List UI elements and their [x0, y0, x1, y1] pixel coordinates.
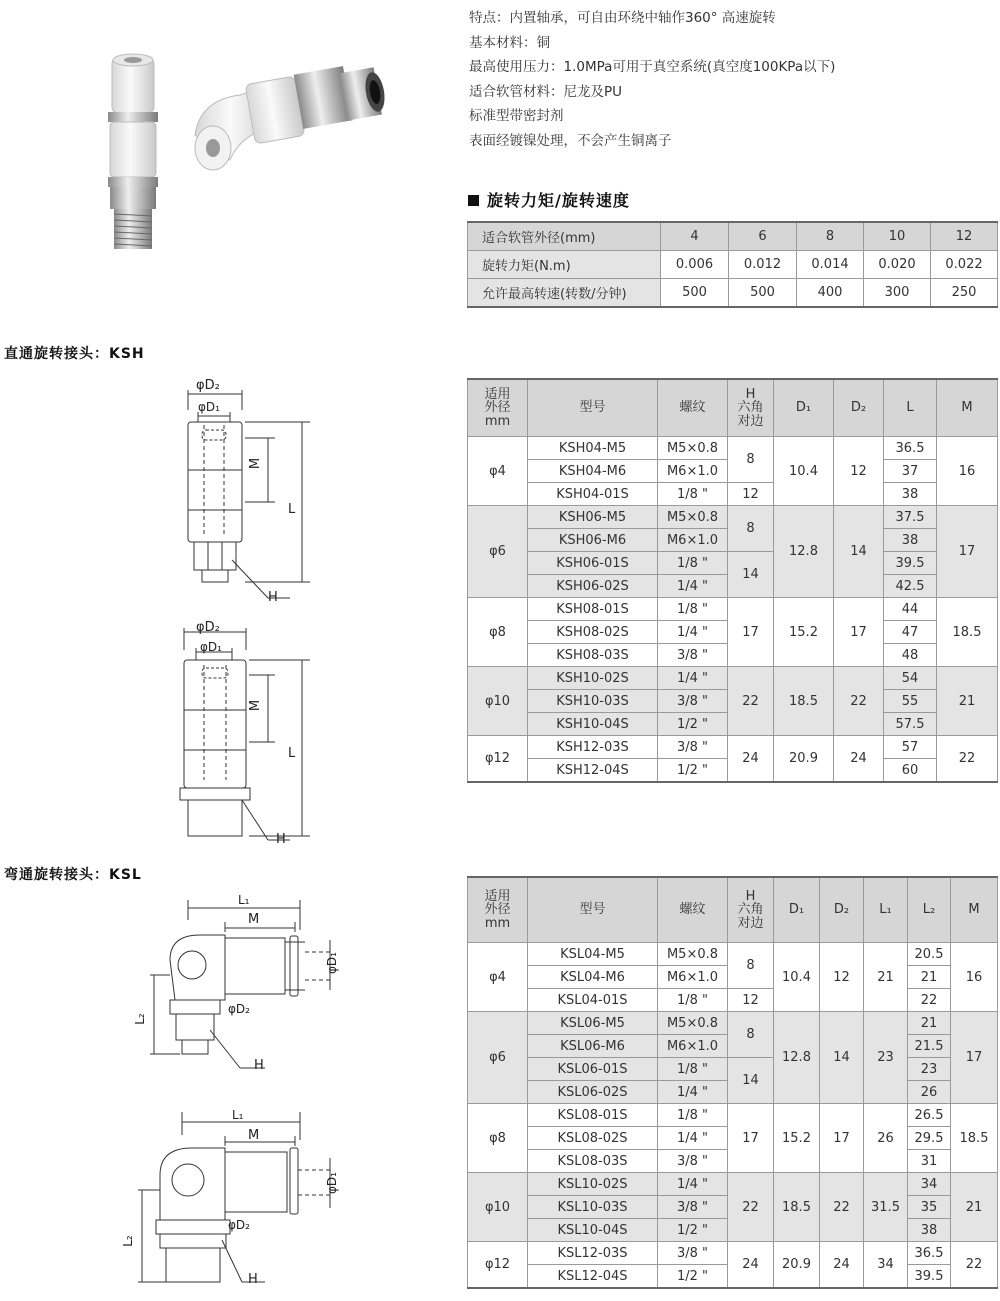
model-cell: KSH04-M6 — [528, 460, 658, 483]
size-cell: φ4 — [468, 943, 528, 1012]
square-bullet-icon — [468, 195, 479, 206]
d2-cell: 17 — [820, 1104, 864, 1173]
hex-cell: 14 — [728, 1058, 774, 1104]
header-hex: H 六角 对边 — [728, 379, 774, 437]
model-cell: KSH06-01S — [528, 552, 658, 575]
m-cell: 17 — [937, 506, 998, 598]
l1-cell: 31.5 — [864, 1173, 908, 1242]
l1-cell: 34 — [864, 1242, 908, 1289]
label-phi-d2: φD₂ — [196, 378, 220, 393]
table-row — [468, 1242, 998, 1265]
table-row — [468, 1104, 998, 1127]
l2-cell: 38 — [908, 1219, 951, 1242]
model-cell: KSH12-03S — [528, 736, 658, 759]
rotation-cell: 250 — [931, 279, 998, 308]
thread-cell: 3/8 " — [658, 1196, 728, 1219]
label-l: L — [288, 746, 296, 761]
hex-cell: 22 — [728, 1173, 774, 1242]
table-row — [468, 483, 998, 506]
rotation-cell: 300 — [864, 279, 931, 308]
thread-cell: 3/8 " — [658, 1150, 728, 1173]
label-l2: L₂ — [120, 1235, 135, 1247]
model-cell: KSL10-03S — [528, 1196, 658, 1219]
thread-cell: 1/4 " — [658, 621, 728, 644]
size-cell: φ8 — [468, 598, 528, 667]
label-m: M — [248, 457, 264, 470]
m-cell: 16 — [937, 437, 998, 506]
table-row — [468, 1058, 998, 1081]
l2-cell: 29.5 — [908, 1127, 951, 1150]
l2-cell: 26.5 — [908, 1104, 951, 1127]
thread-cell: 3/8 " — [658, 644, 728, 667]
rotation-row-label: 旋转力矩(N.m) — [468, 251, 661, 279]
feature-line: 基本材料：铜 — [469, 34, 550, 51]
model-cell: KSL06-01S — [528, 1058, 658, 1081]
feature-list — [469, 6, 835, 153]
hex-cell: 12 — [728, 989, 774, 1012]
thread-cell: 1/4 " — [658, 1173, 728, 1196]
rotation-row — [468, 279, 998, 308]
model-cell: KSL12-03S — [528, 1242, 658, 1265]
hex-cell: 24 — [728, 736, 774, 783]
label-phi-d2: φD₂ — [196, 620, 220, 635]
thread-cell: 3/8 " — [658, 1242, 728, 1265]
model-cell: KSH06-02S — [528, 575, 658, 598]
label-phi-d1: φD₁ — [198, 400, 220, 414]
thread-cell: 1/4 " — [658, 667, 728, 690]
model-cell: KSL06-M5 — [528, 1012, 658, 1035]
label-m: M — [248, 912, 260, 927]
feature-line: 表面经镀镍处理，不会产生铜离子 — [469, 132, 672, 149]
l-cell: 42.5 — [884, 575, 937, 598]
label-h: H — [268, 590, 278, 605]
label-d1: φD₁ — [324, 952, 339, 974]
thread-cell: M5×0.8 — [658, 943, 728, 966]
table-row — [468, 506, 998, 529]
d1-cell: 10.4 — [774, 437, 834, 506]
thread-cell: 1/8 " — [658, 989, 728, 1012]
header-hex: H 六角 对边 — [728, 877, 774, 943]
hex-cell: 24 — [728, 1242, 774, 1289]
header-model: 型号 — [528, 379, 658, 437]
label-d1: φD₁ — [324, 1172, 339, 1194]
d2-cell: 22 — [820, 1173, 864, 1242]
rotation-row — [468, 222, 998, 251]
table-row — [468, 667, 998, 690]
rotation-row — [468, 251, 998, 279]
rotation-cell: 0.006 — [661, 251, 729, 279]
header-size: 适用 外径 mm — [468, 379, 528, 437]
model-cell: KSL04-M6 — [528, 966, 658, 989]
model-cell: KSH12-04S — [528, 759, 658, 783]
thread-cell: 1/4 " — [658, 1127, 728, 1150]
hex-cell: 8 — [728, 506, 774, 552]
label-h: H — [276, 832, 286, 847]
header-thread: 螺纹 — [658, 379, 728, 437]
thread-cell: 1/2 " — [658, 1265, 728, 1289]
label-phi-d2: φD₂ — [228, 1002, 250, 1016]
header-m: M — [951, 877, 998, 943]
d2-cell: 14 — [834, 506, 884, 598]
thread-cell: M5×0.8 — [658, 437, 728, 460]
size-cell: φ6 — [468, 1012, 528, 1104]
model-cell: KSH08-02S — [528, 621, 658, 644]
thread-cell: 1/2 " — [658, 713, 728, 736]
m-cell: 16 — [951, 943, 998, 1012]
label-h: H — [248, 1272, 258, 1287]
m-cell: 18.5 — [937, 598, 998, 667]
l-cell: 38 — [884, 483, 937, 506]
hex-cell: 14 — [728, 552, 774, 598]
rotation-cell: 0.022 — [931, 251, 998, 279]
header-model: 型号 — [528, 877, 658, 943]
hex-cell: 17 — [728, 1104, 774, 1173]
size-cell: φ4 — [468, 437, 528, 506]
d2-cell: 24 — [834, 736, 884, 783]
rotation-cell: 10 — [864, 222, 931, 251]
header-d2: D₂ — [834, 379, 884, 437]
thread-cell: 1/8 " — [658, 552, 728, 575]
header-thread: 螺纹 — [658, 877, 728, 943]
label-l: L — [288, 502, 296, 517]
header-d2: D₂ — [820, 877, 864, 943]
l-cell: 37.5 — [884, 506, 937, 529]
thread-cell: M5×0.8 — [658, 1012, 728, 1035]
rotation-cell: 0.012 — [729, 251, 797, 279]
thread-cell: 1/8 " — [658, 1104, 728, 1127]
model-cell: KSL06-02S — [528, 1081, 658, 1104]
l2-cell: 31 — [908, 1150, 951, 1173]
model-cell: KSH10-02S — [528, 667, 658, 690]
model-cell: KSH08-03S — [528, 644, 658, 667]
label-h: H — [254, 1058, 264, 1073]
l2-cell: 20.5 — [908, 943, 951, 966]
rotation-cell: 4 — [661, 222, 729, 251]
feature-line: 标准型带密封剂 — [469, 108, 564, 124]
thread-cell: 3/8 " — [658, 690, 728, 713]
header-l: L — [884, 379, 937, 437]
d2-cell: 12 — [820, 943, 864, 1012]
d1-cell: 20.9 — [774, 736, 834, 783]
model-cell: KSL12-04S — [528, 1265, 658, 1289]
header-d1: D₁ — [774, 379, 834, 437]
label-l1: L₁ — [238, 893, 250, 907]
table-row — [468, 736, 998, 759]
l-cell: 36.5 — [884, 437, 937, 460]
size-cell: φ12 — [468, 736, 528, 783]
thread-cell: 1/2 " — [658, 759, 728, 783]
l2-cell: 23 — [908, 1058, 951, 1081]
feature-line: 特点：内置轴承，可自由环绕中轴作360° 高速旋转 — [469, 10, 776, 26]
hex-cell: 8 — [728, 943, 774, 989]
l-cell: 57 — [884, 736, 937, 759]
model-cell: KSH04-M5 — [528, 437, 658, 460]
size-cell: φ10 — [468, 667, 528, 736]
rotation-table — [467, 221, 998, 308]
thread-cell: 1/8 " — [658, 598, 728, 621]
table-row — [468, 437, 998, 460]
header-l2: L₂ — [908, 877, 951, 943]
rotation-cell: 400 — [797, 279, 864, 308]
l-cell: 48 — [884, 644, 937, 667]
l1-cell: 23 — [864, 1012, 908, 1104]
header-l1: L₁ — [864, 877, 908, 943]
d1-cell: 12.8 — [774, 1012, 820, 1104]
model-cell: KSL10-04S — [528, 1219, 658, 1242]
d2-cell: 17 — [834, 598, 884, 667]
hex-cell: 8 — [728, 1012, 774, 1058]
hex-cell: 22 — [728, 667, 774, 736]
size-cell: φ8 — [468, 1104, 528, 1173]
l-cell: 44 — [884, 598, 937, 621]
rotation-cell: 6 — [729, 222, 797, 251]
l-cell: 54 — [884, 667, 937, 690]
rotation-row-label: 适合软管外径(mm) — [468, 222, 661, 251]
ksh-drawing — [150, 370, 330, 850]
thread-cell: M6×1.0 — [658, 529, 728, 552]
header-m: M — [937, 379, 998, 437]
d2-cell: 24 — [820, 1242, 864, 1289]
model-cell: KSH06-M5 — [528, 506, 658, 529]
d1-cell: 18.5 — [774, 667, 834, 736]
l2-cell: 22 — [908, 989, 951, 1012]
d1-cell: 15.2 — [774, 598, 834, 667]
m-cell: 22 — [951, 1242, 998, 1289]
model-cell: KSL06-M6 — [528, 1035, 658, 1058]
l-cell: 60 — [884, 759, 937, 783]
thread-cell: 1/8 " — [658, 1058, 728, 1081]
d2-cell: 22 — [834, 667, 884, 736]
d2-cell: 14 — [820, 1012, 864, 1104]
model-cell: KSH04-01S — [528, 483, 658, 506]
l1-cell: 21 — [864, 943, 908, 1012]
l2-cell: 21 — [908, 966, 951, 989]
model-cell: KSL04-M5 — [528, 943, 658, 966]
rotation-cell: 0.014 — [797, 251, 864, 279]
model-cell: KSL08-01S — [528, 1104, 658, 1127]
m-cell: 17 — [951, 1012, 998, 1104]
ksl-table — [467, 876, 998, 1289]
table-row — [468, 1012, 998, 1035]
size-cell: φ10 — [468, 1173, 528, 1242]
l2-cell: 21.5 — [908, 1035, 951, 1058]
table-row — [468, 1173, 998, 1196]
feature-line: 最高使用压力：1.0MPa可用于真空系统(真空度100KPa以下) — [469, 59, 836, 75]
size-cell: φ6 — [468, 506, 528, 598]
l2-cell: 35 — [908, 1196, 951, 1219]
l-cell: 57.5 — [884, 713, 937, 736]
ksh-title: 直通旋转接头：KSH — [4, 346, 145, 362]
header-d1: D₁ — [774, 877, 820, 943]
thread-cell: M5×0.8 — [658, 506, 728, 529]
model-cell: KSH10-03S — [528, 690, 658, 713]
table-row — [468, 552, 998, 575]
d1-cell: 10.4 — [774, 943, 820, 1012]
size-cell: φ12 — [468, 1242, 528, 1289]
header-size: 适用 外径 mm — [468, 877, 528, 943]
rotation-cell: 500 — [661, 279, 729, 308]
model-cell: KSH06-M6 — [528, 529, 658, 552]
rotation-cell: 12 — [931, 222, 998, 251]
model-cell: KSL08-03S — [528, 1150, 658, 1173]
l-cell: 37 — [884, 460, 937, 483]
label-phi-d2: φD₂ — [228, 1218, 250, 1232]
model-cell: KSL08-02S — [528, 1127, 658, 1150]
m-cell: 18.5 — [951, 1104, 998, 1173]
d1-cell: 18.5 — [774, 1173, 820, 1242]
ksh-table — [467, 378, 998, 783]
rotation-row-label: 允许最高转速(转数/分钟) — [468, 279, 661, 308]
l-cell: 47 — [884, 621, 937, 644]
label-m: M — [248, 699, 264, 712]
m-cell: 22 — [937, 736, 998, 783]
thread-cell: 3/8 " — [658, 736, 728, 759]
thread-cell: M6×1.0 — [658, 460, 728, 483]
l2-cell: 39.5 — [908, 1265, 951, 1289]
product-photo — [90, 40, 400, 260]
feature-line: 适合软管材料：尼龙及PU — [469, 83, 623, 100]
label-l2: L₂ — [132, 1013, 147, 1025]
rotation-cell: 500 — [729, 279, 797, 308]
d2-cell: 12 — [834, 437, 884, 506]
label-m: M — [248, 1128, 260, 1143]
model-cell: KSH08-01S — [528, 598, 658, 621]
label-l1: L₁ — [232, 1108, 244, 1122]
thread-cell: M6×1.0 — [658, 966, 728, 989]
hex-cell: 17 — [728, 598, 774, 667]
thread-cell: 1/2 " — [658, 1219, 728, 1242]
thread-cell: 1/4 " — [658, 575, 728, 598]
d1-cell: 20.9 — [774, 1242, 820, 1289]
table-row — [468, 598, 998, 621]
l-cell: 38 — [884, 529, 937, 552]
rotation-cell: 8 — [797, 222, 864, 251]
model-cell: KSH10-04S — [528, 713, 658, 736]
l2-cell: 21 — [908, 1012, 951, 1035]
table-row — [468, 943, 998, 966]
d1-cell: 15.2 — [774, 1104, 820, 1173]
rotation-cell: 0.020 — [864, 251, 931, 279]
hex-cell: 12 — [728, 483, 774, 506]
rotation-title-text: 旋转力矩/旋转速度 — [487, 191, 630, 210]
m-cell: 21 — [937, 667, 998, 736]
label-phi-d1: φD₁ — [200, 640, 222, 654]
ksl-title: 弯通旋转接头：KSL — [4, 867, 142, 883]
rotation-title — [468, 188, 630, 211]
d1-cell: 12.8 — [774, 506, 834, 598]
l1-cell: 26 — [864, 1104, 908, 1173]
model-cell: KSL04-01S — [528, 989, 658, 1012]
l2-cell: 34 — [908, 1173, 951, 1196]
ksl-drawing — [130, 890, 350, 1295]
l2-cell: 26 — [908, 1081, 951, 1104]
thread-cell: 1/8 " — [658, 483, 728, 506]
thread-cell: M6×1.0 — [658, 1035, 728, 1058]
table-row — [468, 989, 998, 1012]
m-cell: 21 — [951, 1173, 998, 1242]
l-cell: 55 — [884, 690, 937, 713]
l2-cell: 36.5 — [908, 1242, 951, 1265]
model-cell: KSL10-02S — [528, 1173, 658, 1196]
thread-cell: 1/4 " — [658, 1081, 728, 1104]
hex-cell: 8 — [728, 437, 774, 483]
l-cell: 39.5 — [884, 552, 937, 575]
